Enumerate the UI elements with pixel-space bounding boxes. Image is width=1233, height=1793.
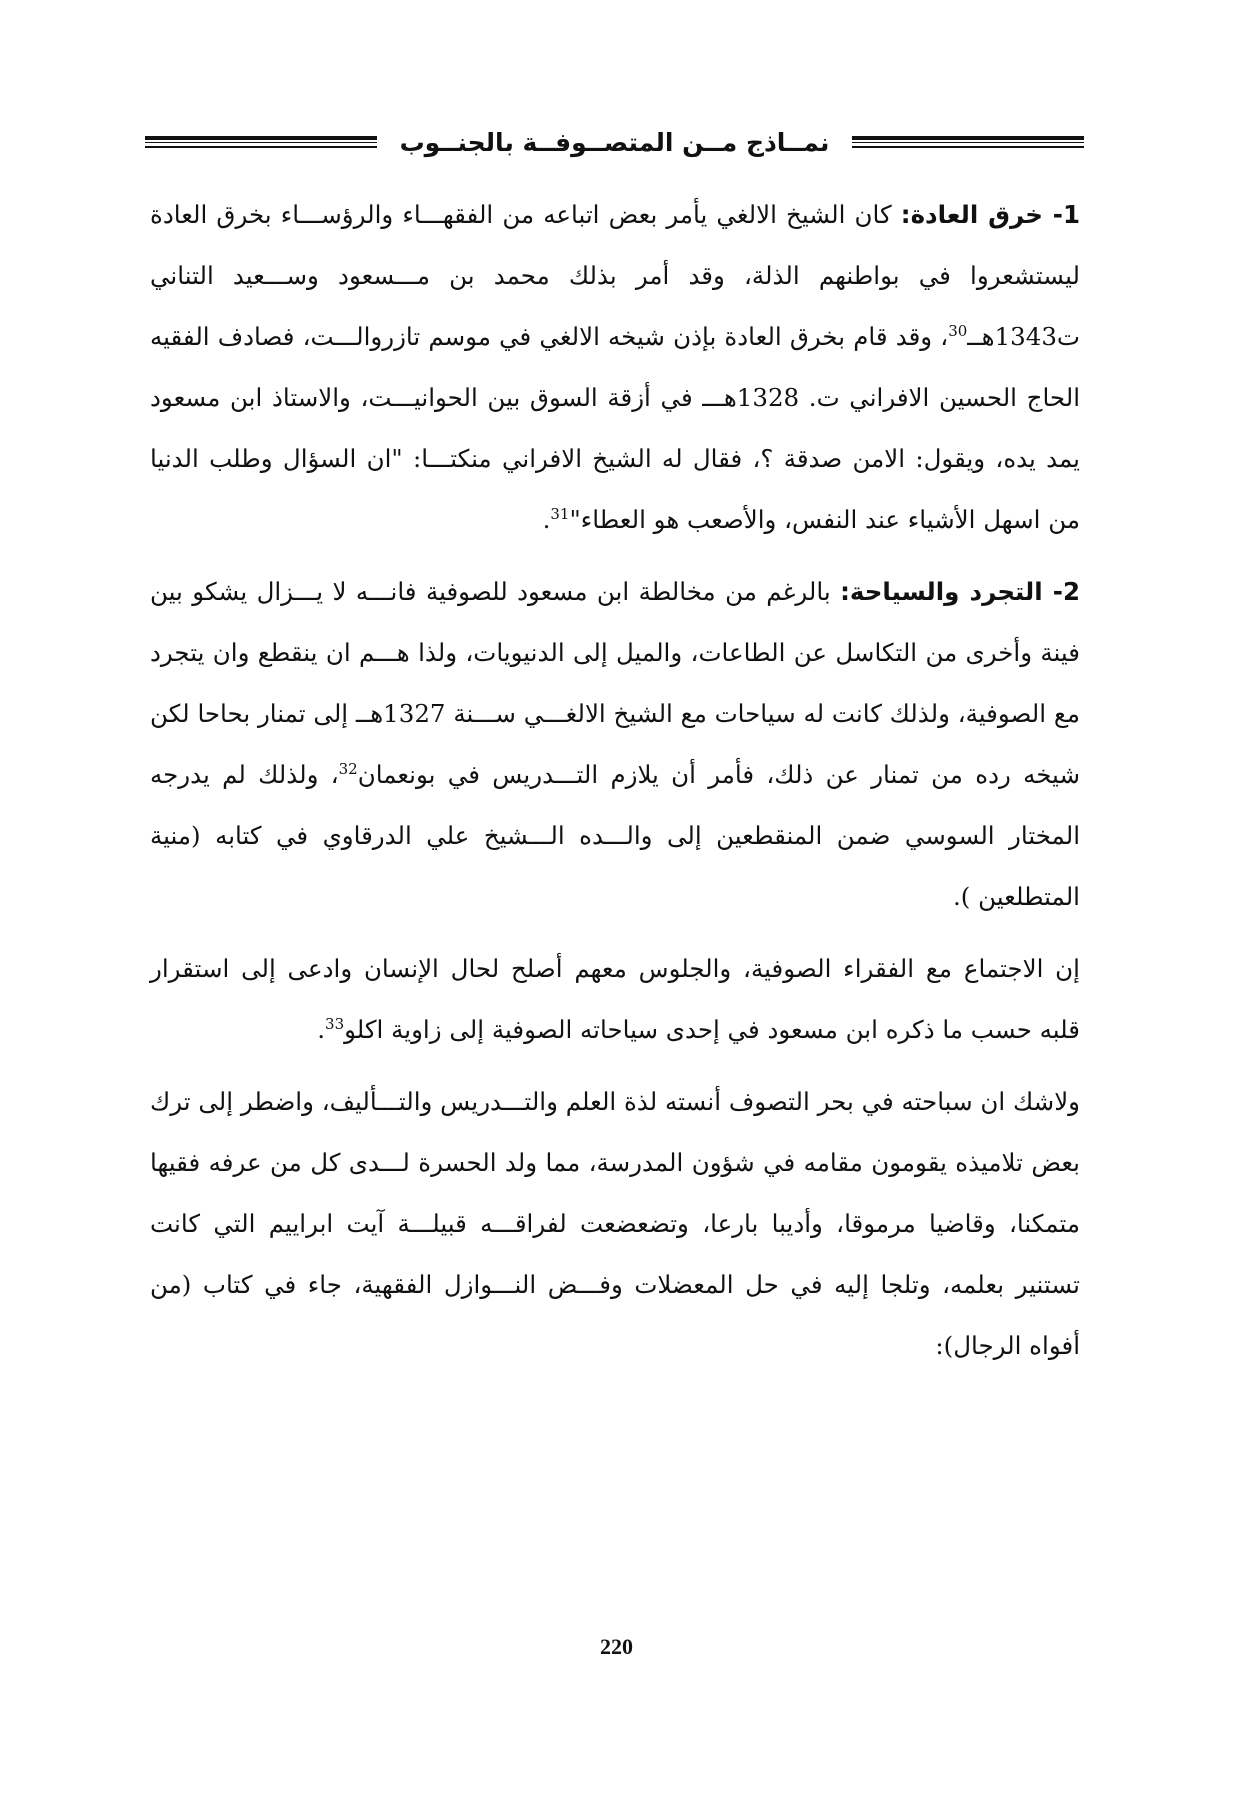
- footnote-ref-31: 31: [550, 504, 570, 523]
- paragraph-text: إن الاجتماع مع الفقراء الصوفية، والجلوس معهم أصلح لحال الإنسان وادعى إلى استقرار قلبه حسب ما ذكره ابن مسعود في إحدى سياحاته الصوفية إلى زاوية اكلو: [150, 954, 1080, 1044]
- section-heading-1: 1- خرق العادة:: [900, 200, 1080, 229]
- section-heading-2: 2- التجرد والسياحة:: [840, 577, 1080, 606]
- footnote-ref-30: 30: [948, 321, 968, 340]
- paragraph-text: .: [317, 1015, 326, 1044]
- paragraph-text: ، وقد قام بخرق العادة بإذن شيخه الالغي في موسم تازروالـــت، فصادف الفقيه الحاج الحسين الافراني ت. 1328هـــ في أزقة السوق بين الحوانيـــت، والاستاذ ابن مسعود يمد يده، ويقول: الامن صدقة ؟، فقال له الشيخ الافراني منكتـــا: "ان السؤال وطلب الدنيا من اسهل الأشياء عند النفس، والأصعب هو العطاء": [150, 322, 1080, 534]
- paragraph-text: .: [542, 505, 551, 534]
- paragraph-text: كان الشيخ الالغي يأمر بعض اتباعه من الفقهـــاء والرؤســـاء بخرق العادة ليستشعروا في بواطنهم الذلة، وقد أمر بذلك محمد بن مـــسعود وســـعيد التناني ت1343هــ: [150, 200, 1080, 351]
- paragraph-text: بالرغم من مخالطة ابن مسعود للصوفية فانـــه لا يـــزال يشكو بين فينة وأخرى من التكاسل عن الطاعات، والميل إلى الدنيويات، ولذا هـــم ان ينقطع وان يتجرد مع الصوفية، ولذلك كانت له سياحات مع الشيخ الالغـــي ســـنة 1327هــ إلى تمنار بحاحا لكن شيخه رده من تمنار عن ذلك، فأمر أن يلازم التـــدريس في بونعمان: [150, 577, 1080, 789]
- paragraph-text: ولاشك ان سباحته في بحر التصوف أنسته لذة العلم والتـــدريس والتـــأليف، واضطر إلى ترك بعض تلاميذه يقومون مقامه في شؤون المدرسة، مما ولد الحسرة لـــدى كل من عرفه فقيها متمكنا، وقاضيا مرموقا، وأديبا بارعا، وتضعضعت لفراقـــه قبيلـــة آيت ابراييم التي كانت تستنير بعلمه، وتلجا إليه في حل المعضلات وفـــض النـــوازل الفقهية، جاء في كتاب (من أفواه الرجال):: [150, 1087, 1080, 1360]
- header-title: نمــاذج مــن المتصــوفــة بالجنــوب: [399, 127, 830, 157]
- paragraph-tajarrud: [150, 561, 1080, 927]
- footnote-ref-32: 32: [338, 759, 358, 778]
- paragraph-kharq-al-ada: [150, 184, 1080, 550]
- paragraph-walashakk: [150, 1071, 1080, 1376]
- running-header: [145, 122, 1084, 162]
- footnote-ref-33: 33: [325, 1014, 345, 1033]
- page-number: 220: [600, 1634, 633, 1659]
- header-rule-right: [852, 136, 1084, 148]
- header-rule-left: [145, 136, 377, 148]
- paragraph-ijtima: [150, 938, 1080, 1060]
- paragraph-text: ، ولذلك لم يدرجه المختار السوسي ضمن المنقطعين إلى والـــده الـــشيخ علي الدرقاوي في كتابه (منية المتطلعين ).: [150, 760, 1080, 911]
- body-text: [150, 184, 1080, 1376]
